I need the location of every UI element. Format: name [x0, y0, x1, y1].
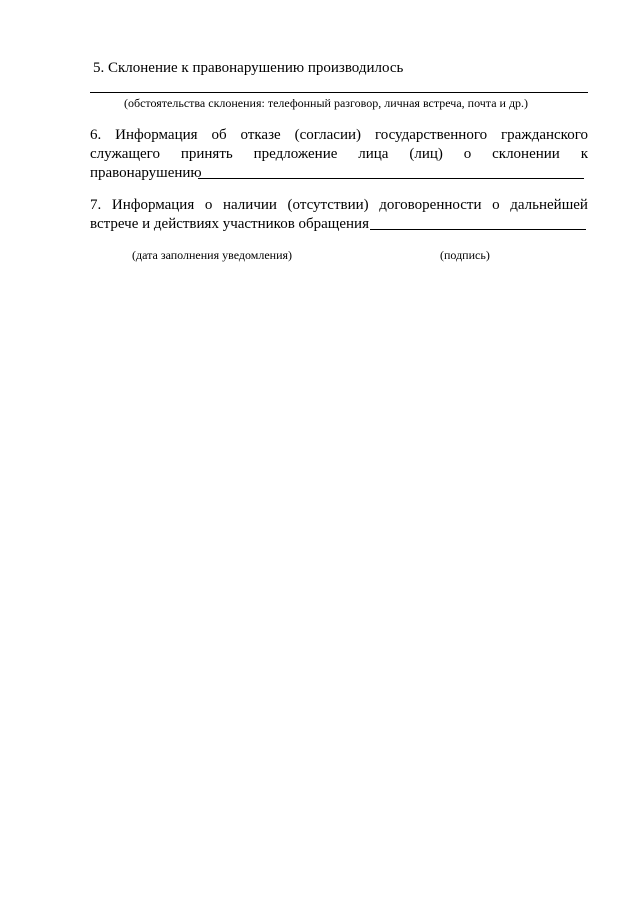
item7-word: дальнейшей — [510, 197, 588, 213]
signature-hint: (подпись) — [440, 248, 490, 262]
item7-word: 7. — [90, 197, 102, 213]
item5-hint: (обстоятельства склонения: телефонный разговор, личная встреча, почта и др.) — [124, 96, 529, 110]
item6-word: об — [211, 127, 227, 143]
item6-line2 — [90, 145, 588, 164]
item7-fill-line[interactable] — [370, 229, 586, 230]
item6-word: служащего — [90, 146, 160, 162]
item7-word: о — [204, 197, 213, 213]
item6-word: к — [580, 146, 588, 162]
item6-line3: правонарушению — [90, 165, 202, 181]
item6-word: (согласии) — [294, 127, 362, 143]
item7-word: наличии — [222, 197, 277, 213]
item6-word: склонении — [492, 146, 560, 162]
item5-fill-line[interactable] — [90, 92, 588, 93]
item6-word: государственного — [374, 127, 488, 143]
date-hint: (дата заполнения уведомления) — [132, 248, 293, 262]
item7-word: Информация — [111, 197, 195, 213]
item6-word: (лиц) — [409, 146, 443, 162]
item6-word: о — [463, 146, 472, 162]
item6-word: принять — [180, 146, 233, 162]
item7-word: договоренности — [379, 197, 482, 213]
item7-line1 — [90, 196, 588, 215]
item6-word: 6. — [90, 127, 102, 143]
item7-line2: встрече и действиях участников обращения — [90, 216, 369, 232]
item6-word: отказе — [240, 127, 281, 143]
item7-word: о — [492, 197, 500, 213]
item6-word: предложение — [253, 146, 338, 162]
item6-line1 — [90, 126, 588, 145]
item6-word: гражданского — [501, 127, 588, 143]
item7-word: (отсутствии) — [287, 197, 369, 213]
item6-word: Информация — [115, 127, 198, 143]
item6-word: лица — [358, 146, 389, 162]
item5-text: 5. Склонение к правонарушению производилось — [93, 60, 404, 76]
item6-fill-line[interactable] — [198, 178, 584, 179]
